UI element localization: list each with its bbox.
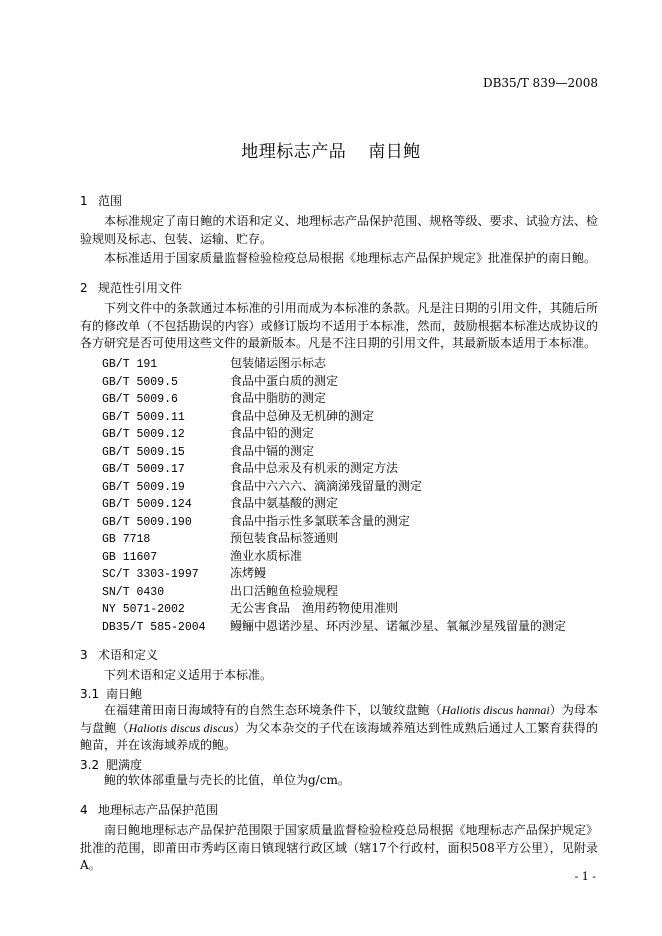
term-3-1-def-part-c: ）为父本杂交的子代在该海域养殖达到性成熟后通过人工繁育获得的鲍苗，并在该海域养成的鲍。 xyxy=(80,720,598,752)
reference-name: 食品中指示性多氯联苯含量的测定 xyxy=(230,513,411,528)
title-part2: 南日鲍 xyxy=(368,142,421,162)
term-3-1-title: 南日鲍 xyxy=(106,687,143,701)
reference-item xyxy=(102,355,326,373)
reference-code: GB/T 5009.6 xyxy=(102,393,178,406)
reference-code: GB/T 191 xyxy=(102,358,158,371)
reference-code: GB/T 5009.12 xyxy=(102,428,185,441)
reference-code: GB/T 5009.11 xyxy=(102,410,185,424)
term-3-2-number: 3.2 xyxy=(80,758,100,772)
reference-code: DB35/T 585-2004 xyxy=(102,620,206,634)
reference-code: GB/T 5009.15 xyxy=(102,445,185,459)
reference-name: 食品中总汞及有机汞的测定方法 xyxy=(230,461,399,475)
section-1-heading xyxy=(80,192,122,209)
reference-code: GB/T 5009.5 xyxy=(102,375,178,389)
section-3-number: 3 xyxy=(80,648,88,662)
reference-name: 冻烤鳗 xyxy=(230,566,267,580)
section-3-intro-text: 下列术语和定义适用于本标准。 xyxy=(104,668,273,682)
page-title xyxy=(0,137,662,162)
reference-name: 食品中总砷及无机砷的测定 xyxy=(230,408,375,423)
section-1-title: 范围 xyxy=(98,194,123,208)
reference-name: 鳗鲡中恩诺沙星、环丙沙星、诺氟沙星、氧氟沙星残留量的测定 xyxy=(230,618,567,633)
reference-name: 食品中脂肪的测定 xyxy=(230,391,327,405)
section-4-number: 4 xyxy=(80,803,88,817)
term-3-2-definition-text: 鲍的软体部重量与壳长的比值，单位为g/cm。 xyxy=(104,773,350,787)
reference-code: SC/T 3303-1997 xyxy=(102,568,199,581)
reference-name: 食品中铅的测定 xyxy=(230,426,315,440)
reference-code: SN/T 0430 xyxy=(102,585,165,599)
reference-code: NY 5071-2002 xyxy=(102,603,185,616)
reference-item xyxy=(102,530,338,548)
term-3-1-def-part-a: 在福建莆田南日海域特有的自然生态环境条件下，以皱纹盘鲍（ xyxy=(104,703,442,717)
section-1-paragraph-2 xyxy=(80,250,598,268)
section-2-heading xyxy=(80,279,182,296)
reference-name: 食品中六六六、滴滴涕残留量的测定 xyxy=(230,478,423,493)
section-3-title: 术语和定义 xyxy=(98,648,159,662)
reference-code: GB/T 5009.19 xyxy=(102,480,185,494)
term-3-1-def-part-b: ）为母本与盘鲍（ xyxy=(80,703,598,735)
section-4-title: 地理标志产品保护范围 xyxy=(98,803,219,817)
section-2-title: 规范性引用文件 xyxy=(98,281,183,295)
reference-item xyxy=(102,583,338,601)
reference-item xyxy=(102,548,302,566)
section-2-number: 2 xyxy=(80,281,88,295)
section-4-heading xyxy=(80,801,218,818)
term-3-2-title: 肥满度 xyxy=(106,758,143,772)
section-1-number: 1 xyxy=(80,194,88,208)
reference-name: 渔业水质标准 xyxy=(230,548,303,563)
section-2-intro xyxy=(80,300,598,353)
reference-item xyxy=(102,618,566,636)
term-3-2-heading xyxy=(80,756,142,773)
section-3-heading xyxy=(80,646,158,663)
reference-name: 包装储运图示标志 xyxy=(230,356,327,370)
section-3-intro xyxy=(80,667,598,685)
standard-code: DB35/T 839—2008 xyxy=(482,76,598,90)
reference-code: GB 11607 xyxy=(102,550,158,564)
reference-item xyxy=(102,600,398,618)
reference-name: 出口活鲍鱼检验规程 xyxy=(230,583,339,598)
section-1-paragraph-2-text: 本标准适用于国家质量监督检验检疫总局根据《地理标志产品保护规定》批准保护的南日鲍。 xyxy=(104,251,597,265)
reference-name: 无公害食品 渔用药物使用准则 xyxy=(230,601,399,615)
section-2-intro-text: 下列文件中的条款通过本标准的引用而成为本标准的条款。凡是注日期的引用文件，其随后所有的修改单（不包括勘误的内容）或修订版均不适用于本标准，然而，鼓励根据本标准达成协议的各方研究是否可使用这些文件的最新版本。凡是不注日期的引用文件，其最新版本适用于本标准。 xyxy=(80,301,598,350)
term-3-1-definition xyxy=(80,702,598,755)
reference-code: GB/T 5009.17 xyxy=(102,463,185,476)
reference-item xyxy=(102,513,410,531)
reference-item xyxy=(102,390,326,408)
section-4-paragraph xyxy=(80,822,598,875)
reference-code: GB 7718 xyxy=(102,533,151,546)
reference-item xyxy=(102,443,314,461)
title-part1: 地理标志产品 xyxy=(241,142,347,162)
section-1-paragraph-1 xyxy=(80,213,598,248)
reference-name: 食品中蛋白质的测定 xyxy=(230,373,339,388)
reference-item xyxy=(102,425,314,443)
reference-item xyxy=(102,565,266,583)
reference-item xyxy=(102,495,338,513)
reference-item xyxy=(102,478,422,496)
reference-item xyxy=(102,408,374,426)
reference-item xyxy=(102,373,338,391)
reference-name: 食品中氨基酸的测定 xyxy=(230,496,339,510)
reference-name: 预包装食品标签通则 xyxy=(230,531,339,545)
latin-name-hannai: Haliotis discus hannai xyxy=(441,703,550,717)
section-4-paragraph-text: 南日鲍地理标志产品保护范围限于国家质量监督检验检疫总局根据《地理标志产品保护规定》批准的范围，即莆田市秀屿区南日镇现辖行政区域（辖17个行政村，面积508平方公里），见附录A。 xyxy=(80,823,598,872)
latin-name-discus: Haliotis discus discus xyxy=(128,720,234,735)
reference-code: GB/T 5009.124 xyxy=(102,498,192,511)
section-1-paragraph-1-text: 本标准规定了南日鲍的术语和定义、地理标志产品保护范围、规格等级、要求、试验方法、检验规则及标志、包装、运输、贮存。 xyxy=(80,214,598,246)
reference-code: GB/T 5009.190 xyxy=(102,515,192,529)
term-3-2-definition xyxy=(80,772,598,790)
term-3-1-heading xyxy=(80,685,142,702)
page-number: - 1 - xyxy=(574,870,596,883)
reference-item xyxy=(102,460,398,478)
term-3-1-number: 3.1 xyxy=(80,687,100,701)
reference-name: 食品中镉的测定 xyxy=(230,443,315,458)
